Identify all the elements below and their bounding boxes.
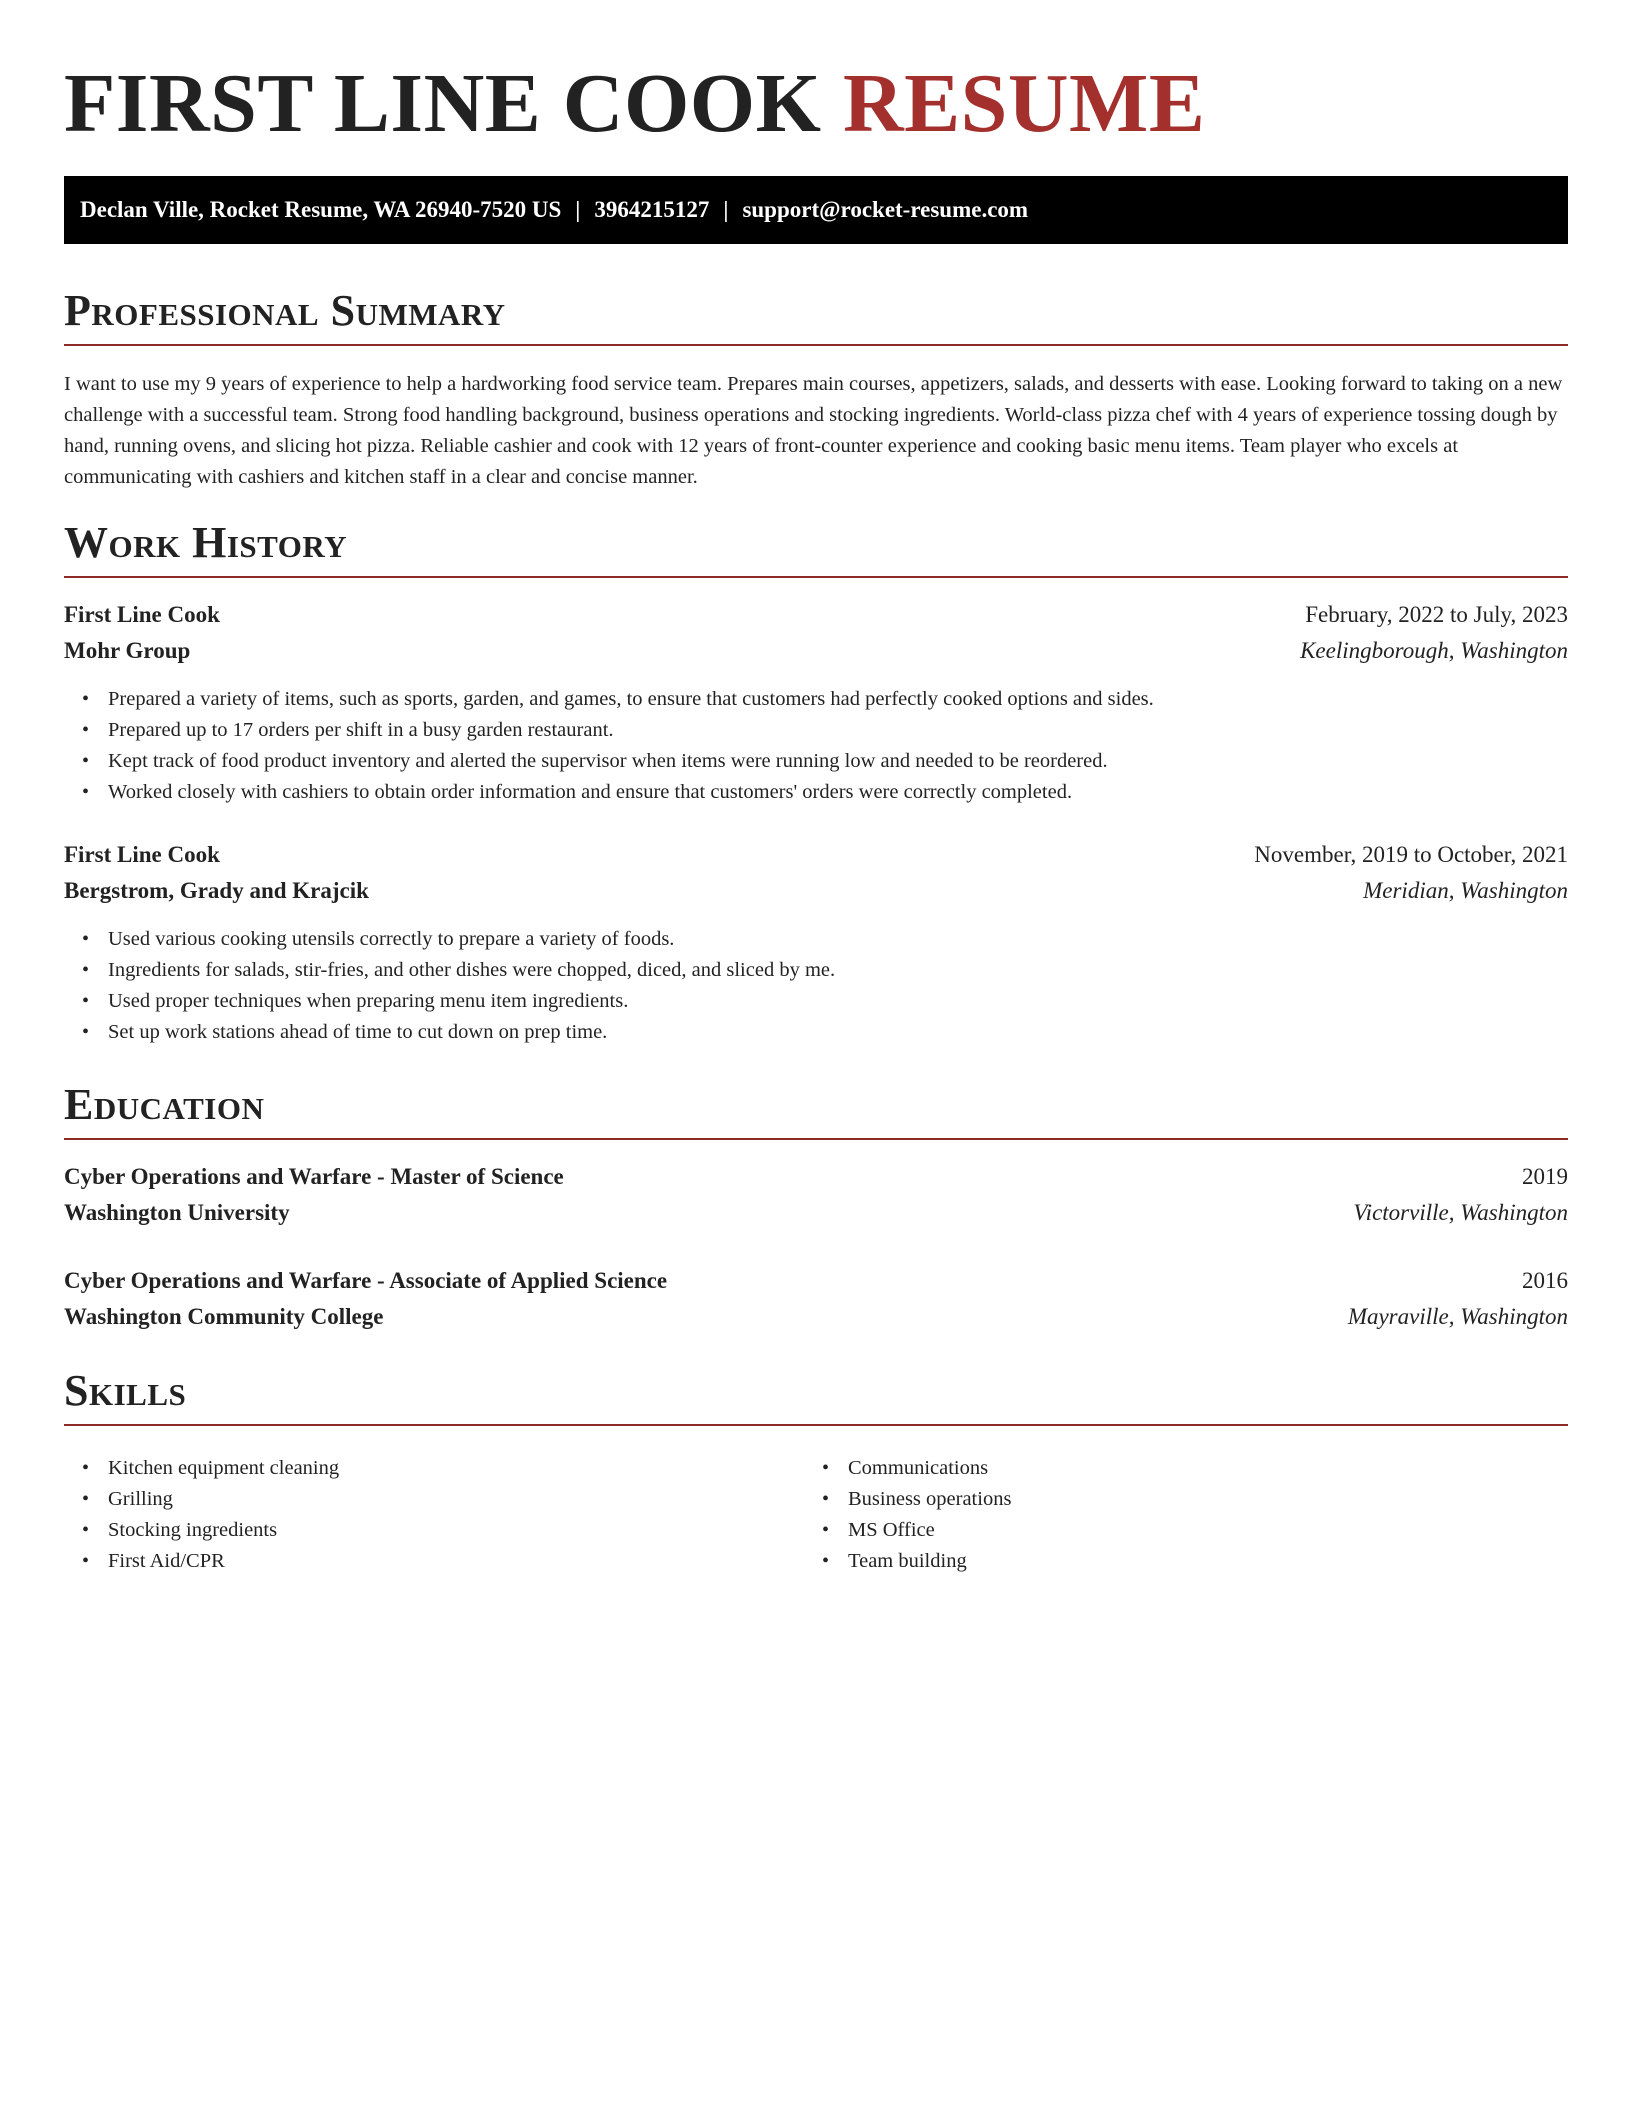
- list-item: • Used various cooking utensils correctly to prepare a variety of foods.: [108, 924, 835, 955]
- education-school: Washington University: [64, 1200, 290, 1225]
- education-heading: Education: [64, 1080, 265, 1129]
- list-item: • Kept track of food product inventory and alerted the supervisor when items were running low and needed to be reordered.: [108, 746, 1154, 777]
- summary-text: I want to use my 9 years of experience to help a hardworking food service team. Prepares main courses, appetizers, salads, and desserts with ease. Looking forward to taking on a new challenge with a successful team. Strong food handling background, business operations and stocking ingredients. World-class pizza chef with 4 years of experience tossing dough by hand, running ovens, and slicing hot pizza. Reliable cashier and cook with 12 years of front-counter experience and cooking basic menu items. Team player who excels at communicating with cashiers and kitchen staff in a clear and concise manner.: [64, 373, 1563, 488]
- title-accent: RESUME: [842, 57, 1206, 150]
- job-title-row: [64, 598, 1568, 632]
- job-company: Bergstrom, Grady and Krajcik: [64, 878, 369, 903]
- job-title: First Line Cook: [64, 602, 220, 627]
- education-year: 2019: [1522, 1164, 1568, 1189]
- list-item: • Ingredients for salads, stir-fries, and other dishes were chopped, diced, and sliced by me.: [108, 955, 835, 986]
- skill-item: • Grilling: [108, 1484, 339, 1515]
- contact-email: support@rocket-resume.com: [742, 197, 1029, 222]
- education-degree-row: [64, 1160, 1568, 1194]
- contact-separator: |: [723, 197, 729, 222]
- education-degree: Cyber Operations and Warfare - Master of Science: [64, 1164, 564, 1189]
- skills-list-left: [108, 1453, 339, 1577]
- title-main: FIRST LINE COOK: [64, 57, 822, 150]
- skill-item: • First Aid/CPR: [108, 1546, 339, 1577]
- contact-bar: [64, 176, 1568, 244]
- list-item: • Prepared a variety of items, such as sports, garden, and games, to ensure that customers had perfectly cooked options and sides.: [108, 684, 1154, 715]
- job-company-row: [64, 874, 1568, 908]
- skill-item: • Stocking ingredients: [108, 1515, 339, 1546]
- skill-item: • Business operations: [848, 1484, 1011, 1515]
- work-heading: Work History: [64, 518, 348, 567]
- education-school: Washington Community College: [64, 1304, 384, 1329]
- resume-title: [64, 58, 1205, 150]
- education-location: Victorville, Washington: [1353, 1200, 1568, 1225]
- job-company-row: [64, 634, 1568, 668]
- contact-separator: |: [575, 197, 581, 222]
- education-school-row: [64, 1300, 1568, 1334]
- job-location: Keelingborough, Washington: [1300, 638, 1568, 663]
- job-location: Meridian, Washington: [1363, 878, 1568, 903]
- job-dates: November, 2019 to October, 2021: [1254, 842, 1568, 867]
- job-company: Mohr Group: [64, 638, 191, 663]
- job-title-row: [64, 838, 1568, 872]
- contact-address: Declan Ville, Rocket Resume, WA 26940-7520 US: [80, 197, 562, 222]
- job-bullets: [108, 684, 1154, 808]
- job-dates: February, 2022 to July, 2023: [1305, 602, 1568, 627]
- education-section-heading: [64, 1080, 1568, 1140]
- list-item: • Set up work stations ahead of time to cut down on prep time.: [108, 1017, 835, 1048]
- summary-heading: Professional Summary: [64, 286, 506, 335]
- summary-section-heading: [64, 286, 1568, 346]
- skill-item: • Communications: [848, 1453, 1011, 1484]
- list-item: • Worked closely with cashiers to obtain order information and ensure that customers' orders were correctly completed.: [108, 777, 1154, 808]
- education-degree: Cyber Operations and Warfare - Associate of Applied Science: [64, 1268, 668, 1293]
- education-school-row: [64, 1196, 1568, 1230]
- skills-section-heading: [64, 1366, 1568, 1426]
- skill-item: • Kitchen equipment cleaning: [108, 1453, 339, 1484]
- job-title: First Line Cook: [64, 842, 220, 867]
- list-item: • Prepared up to 17 orders per shift in a busy garden restaurant.: [108, 715, 1154, 746]
- education-year: 2016: [1522, 1268, 1568, 1293]
- skills-list-right: [848, 1453, 1011, 1577]
- list-item: • Used proper techniques when preparing menu item ingredients.: [108, 986, 835, 1017]
- education-degree-row: [64, 1264, 1568, 1298]
- contact-phone: 3964215127: [594, 197, 710, 222]
- job-bullets: [108, 924, 835, 1048]
- education-location: Mayraville, Washington: [1347, 1304, 1568, 1329]
- skills-heading: Skills: [64, 1366, 187, 1415]
- skill-item: • Team building: [848, 1546, 1011, 1577]
- work-section-heading: [64, 518, 1568, 578]
- skill-item: • MS Office: [848, 1515, 1011, 1546]
